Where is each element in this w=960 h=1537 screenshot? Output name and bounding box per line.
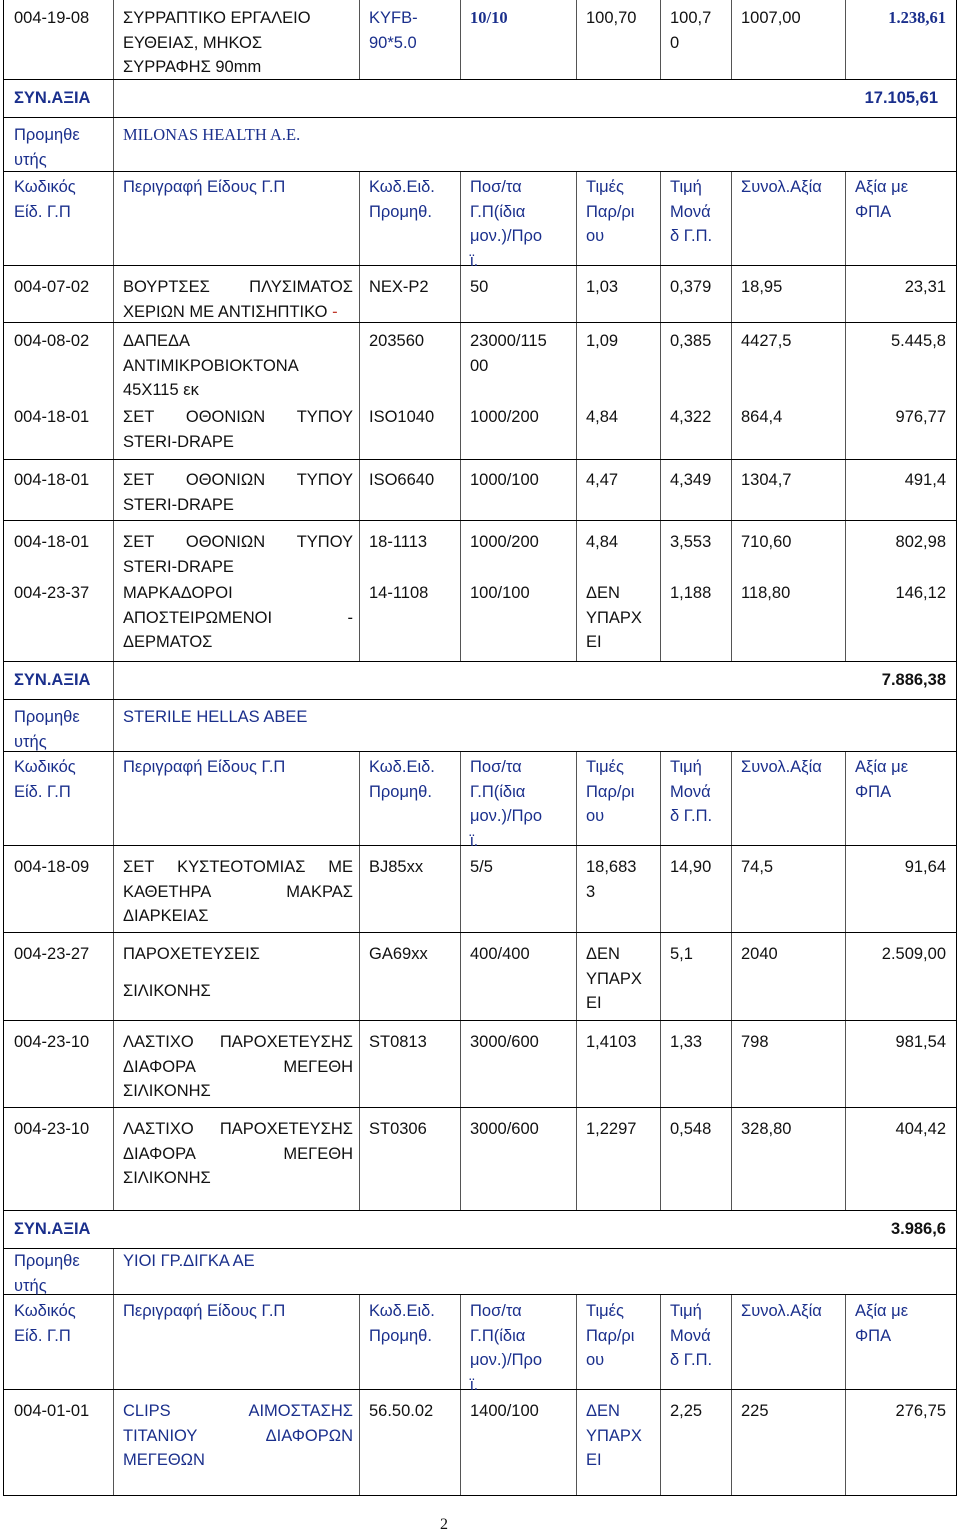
item-description: ΛΑΣΤΙΧΟ ΠΑΡΟΧΕΤΕΥΣΗΣ ΔΙΑΦΟΡΑ ΜΕΓΕΘΗ ΣΙΛΙΚΟΝΗΣ: [123, 1033, 353, 1100]
item-description: ΣΥΡΡΑΠΤΙΚΟ ΕΡΓΑΛΕΙΟ ΕΥΘΕΙΑΣ, ΜΗΚΟΣ ΣΥΡΡΑΦΗΣ 90mm: [123, 9, 311, 76]
value-with-vat: 23,31: [904, 278, 946, 296]
item-description: ΣΕΤ ΟΘΟΝΙΩΝ ΤΥΠΟΥ STERI-DRAPE: [123, 408, 353, 451]
quantity: 100/100: [470, 584, 530, 602]
supplier-code: ISO1040: [369, 408, 435, 426]
value-with-vat: 404,42: [895, 1120, 946, 1138]
total-value: 798: [741, 1033, 769, 1051]
supplier-name: STERILE HELLAS ABEE: [123, 708, 308, 726]
header-quantity: Ποσ/τα Γ.Π(ίδια μον.)/Προ ϊ.: [470, 1302, 543, 1394]
header-quantity: Ποσ/τα Γ.Π(ίδια μον.)/Προ ϊ.: [470, 758, 543, 850]
total-value: 328,80: [741, 1120, 792, 1138]
item-code: 004-18-01: [14, 533, 90, 551]
item-description: ΣΕΤ ΟΘΟΝΙΩΝ ΤΥΠΟΥ STERI-DRAPE: [123, 471, 353, 514]
quantity: 3000/600: [470, 1033, 539, 1051]
price: ΔΕΝ ΥΠΑΡΧ ΕΙ: [586, 1402, 642, 1469]
document-page: [3, 0, 957, 1496]
value-with-vat: 5.445,8: [890, 332, 946, 350]
value-with-vat: 491,4: [904, 471, 946, 489]
price: 1,09: [586, 332, 619, 350]
header-code: Κωδικός Είδ. Γ.Π: [14, 758, 76, 801]
item-code: 004-23-27: [14, 945, 90, 963]
header-total: Συνολ.Αξία: [741, 758, 822, 776]
item-description: CLIPS ΑΙΜΟΣΤΑΣΗΣ ΤΙΤΑΝΙΟΥ ΔΙΑΦΟΡΩΝ ΜΕΓΕΘΩΝ: [123, 1402, 353, 1469]
item-code: 004-18-09: [14, 858, 90, 876]
item-description: ΣΕΤ ΚΥΣΤΕΟΤΟΜΙΑΣ ΜΕ ΚΑΘΕΤΗΡΑ ΜΑΚΡΑΣ ΔΙΑΡΚΕΙΑΣ: [123, 858, 353, 925]
supplier-section: [3, 700, 957, 1211]
total-amount: 3.986,6: [890, 1220, 946, 1238]
header-vat: Αξία με ΦΠΑ: [855, 178, 909, 221]
supplier-code: KYFB- 90*5.0: [369, 9, 418, 52]
quantity: 10/10: [470, 8, 508, 27]
supplier-section: [3, 118, 957, 323]
total-label: ΣΥΝ.ΑΞΙΑ: [14, 89, 91, 107]
price: ΔΕΝ ΥΠΑΡΧ ΕΙ: [586, 584, 642, 651]
item-code: 004-19-08: [14, 9, 90, 27]
supplier-label: Προμηθε υτής: [14, 1252, 80, 1295]
header-description: Περιγραφή Είδους Γ.Π: [123, 178, 286, 196]
unit-price: 3,553: [670, 533, 712, 551]
total-value: 118,80: [741, 584, 791, 602]
items-block: [3, 323, 957, 662]
unit-price: 1,188: [670, 584, 712, 602]
price: 18,683 3: [586, 858, 637, 901]
item-description: ΛΑΣΤΙΧΟ ΠΑΡΟΧΕΤΕΥΣΗΣ ΔΙΑΦΟΡΑ ΜΕΓΕΘΗ ΣΙΛΙΚΟΝΗΣ: [123, 1120, 353, 1187]
value-with-vat: 981,54: [895, 1033, 946, 1051]
quantity: 1400/100: [470, 1402, 539, 1420]
value-with-vat: 91,64: [904, 858, 946, 876]
supplier-code: BJ85xx: [369, 858, 424, 876]
value-with-vat: 2.509,00: [881, 945, 946, 963]
price: 100,70: [586, 9, 637, 27]
price: 1,4103: [586, 1033, 637, 1051]
supplier-code: 14-1108: [369, 584, 429, 602]
total-value: 4427,5: [741, 332, 792, 350]
supplier-code: 18-1113: [369, 533, 428, 551]
unit-price: 14,90: [670, 858, 712, 876]
price: 1,2297: [586, 1120, 637, 1138]
total-amount: 7.886,38: [881, 671, 946, 689]
supplier-code: ISO6640: [369, 471, 435, 489]
price: ΔΕΝ ΥΠΑΡΧ ΕΙ: [586, 945, 642, 1012]
price: 4,84: [586, 533, 619, 551]
supplier-code: ST0813: [369, 1033, 427, 1051]
section-total: [3, 1211, 957, 1249]
item-code: 004-08-02: [14, 332, 90, 350]
item-code: 004-23-10: [14, 1033, 90, 1051]
supplier-code: 56.50.02: [369, 1402, 434, 1420]
value-with-vat: 276,75: [895, 1402, 946, 1420]
unit-price: 2,25: [670, 1402, 703, 1420]
unit-price: 0,379: [670, 278, 712, 296]
total-label: ΣΥΝ.ΑΞΙΑ: [14, 1220, 91, 1238]
supplier-section: [3, 1249, 957, 1496]
unit-price: 5,1: [670, 945, 693, 963]
total-value: 710,60: [741, 533, 792, 551]
section-total: [3, 662, 957, 700]
total-label: ΣΥΝ.ΑΞΙΑ: [14, 671, 91, 689]
unit-price: 100,7 0: [670, 9, 712, 52]
item-code: 004-23-10: [14, 1120, 90, 1138]
item-code: 004-01-01: [14, 1402, 90, 1420]
item-description: ΣΕΤ ΟΘΟΝΙΩΝ ΤΥΠΟΥ STERI-DRAPE: [123, 533, 353, 576]
unit-price: 0,385: [670, 332, 712, 350]
unit-price: 4,349: [670, 471, 712, 489]
section-total: [3, 80, 957, 118]
header-total: Συνολ.Αξία: [741, 1302, 822, 1320]
quantity: 3000/600: [470, 1120, 539, 1138]
header-code: Κωδικός Είδ. Γ.Π: [14, 1302, 76, 1345]
header-price: Τιμές Παρ/ρι ου: [586, 1302, 635, 1369]
quantity: 23000/115 00: [470, 332, 547, 375]
quantity: 400/400: [470, 945, 530, 963]
header-supplier-code: Κωδ.Ειδ. Προμηθ.: [369, 178, 435, 221]
header-unit-price: Τιμή Μονά δ Γ.Π.: [670, 1302, 713, 1369]
supplier-code: GA69xx: [369, 945, 428, 963]
total-value: 18,95: [741, 278, 783, 296]
item-description: ΒΟΥΡΤΣΕΣ ΠΛΥΣΙΜΑΤΟΣ ΧΕΡΙΩΝ ΜΕ ΑΝΤΙΣΗΠΤΙΚΟ -: [123, 278, 353, 321]
header-quantity: Ποσ/τα Γ.Π(ίδια μον.)/Προ ϊ.: [470, 178, 543, 270]
quantity: 1000/100: [470, 471, 539, 489]
total-amount: 17.105,61: [864, 89, 938, 107]
price: 4,84: [586, 408, 619, 426]
header-unit-price: Τιμή Μονά δ Γ.Π.: [670, 178, 713, 245]
supplier-code: 203560: [369, 332, 425, 350]
supplier-code: ST0306: [369, 1120, 427, 1138]
header-supplier-code: Κωδ.Ειδ. Προμηθ.: [369, 758, 435, 801]
header-vat: Αξία με ΦΠΑ: [855, 758, 909, 801]
item-description: ΠΑΡΟΧΕΤΕΥΣΕΙΣ ΣΙΛΙΚΟΝΗΣ: [123, 945, 260, 1000]
total-value: 74,5: [741, 858, 774, 876]
supplier-code: NEX-P2: [369, 278, 429, 296]
total-value: 1304,7: [741, 471, 792, 489]
item-code: 004-07-02: [14, 278, 90, 296]
page-number: 2: [440, 1516, 448, 1533]
header-total: Συνολ.Αξία: [741, 178, 822, 196]
table-row: [3, 0, 957, 80]
header-description: Περιγραφή Είδους Γ.Π: [123, 758, 286, 776]
header-code: Κωδικός Είδ. Γ.Π: [14, 178, 76, 221]
unit-price: 0,548: [670, 1120, 712, 1138]
supplier-name: ΥΙΟΙ ΓΡ.ΔΙΓΚΑ ΑΕ: [123, 1252, 255, 1270]
price: 4,47: [586, 471, 619, 489]
unit-price: 1,33: [670, 1033, 703, 1051]
supplier-label: Προμηθε υτής: [14, 126, 80, 169]
header-unit-price: Τιμή Μονά δ Γ.Π.: [670, 758, 713, 825]
value-with-vat: 802,98: [895, 533, 946, 551]
unit-price: 4,322: [670, 408, 712, 426]
total-value: 1007,00: [741, 9, 801, 27]
value-with-vat: 976,77: [895, 408, 946, 426]
total-value: 225: [741, 1402, 769, 1420]
total-value: 864,4: [741, 408, 783, 426]
item-description: ΜΑΡΚΑΔΟΡΟΙ ΑΠΟΣΤΕΙΡΩΜΕΝΟΙ - ΔΕΡΜΑΤΟΣ: [123, 584, 353, 651]
quantity: 50: [470, 278, 489, 296]
header-price: Τιμές Παρ/ρι ου: [586, 758, 635, 825]
quantity: 1000/200: [470, 408, 539, 426]
supplier-name: MILONAS HEALTH A.E.: [123, 125, 301, 144]
item-code: 004-18-01: [14, 471, 90, 489]
value-with-vat: 1.238,61: [888, 8, 946, 27]
supplier-label: Προμηθε υτής: [14, 708, 80, 751]
item-description: ΔΑΠΕΔΑ ΑΝΤΙΜΙΚΡΟΒΙΟΚΤΟΝΑ 45Χ115 εκ: [123, 332, 299, 399]
item-code: 004-18-01: [14, 408, 90, 426]
value-with-vat: 146,12: [895, 584, 946, 602]
price: 1,03: [586, 278, 619, 296]
item-code: 004-23-37: [14, 584, 90, 602]
header-description: Περιγραφή Είδους Γ.Π: [123, 1302, 286, 1320]
header-price: Τιμές Παρ/ρι ου: [586, 178, 635, 245]
total-value: 2040: [741, 945, 778, 963]
quantity: 5/5: [470, 858, 493, 876]
quantity: 1000/200: [470, 533, 539, 551]
header-vat: Αξία με ΦΠΑ: [855, 1302, 909, 1345]
header-supplier-code: Κωδ.Ειδ. Προμηθ.: [369, 1302, 435, 1345]
